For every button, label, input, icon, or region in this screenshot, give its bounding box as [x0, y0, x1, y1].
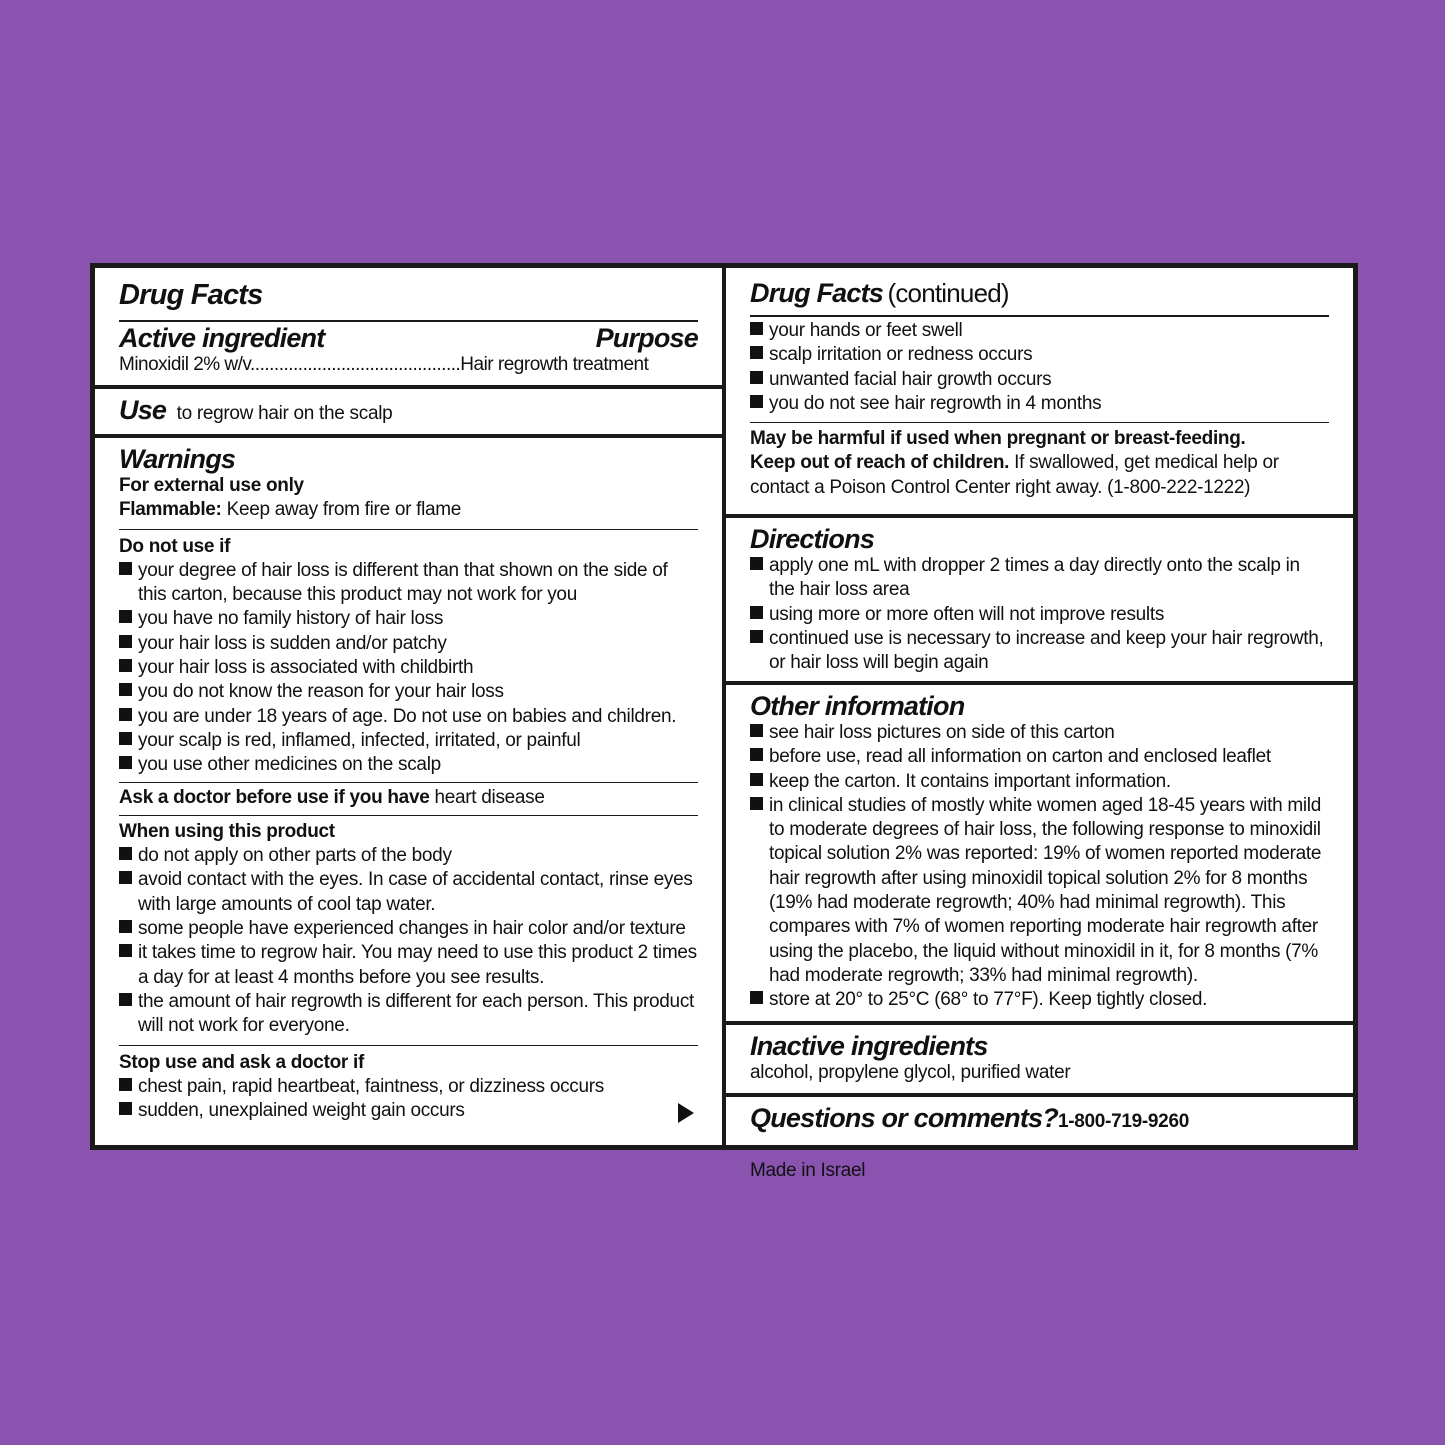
- list-item: see hair loss pictures on side of this carton: [750, 721, 1329, 745]
- made-in-text: Made in Israel: [750, 1160, 866, 1181]
- list-item: some people have experienced changes in hair color and/or texture: [119, 917, 698, 941]
- bullet-square-icon: [119, 635, 132, 648]
- list-item: scalp irritation or redness occurs: [750, 343, 1329, 367]
- directions-heading: Directions: [750, 524, 875, 554]
- continued-title-row: [750, 278, 1329, 309]
- keep-out-text: If swallowed, get medical help or contact a Poison Control Center right away. (1-800-222-1222): [750, 452, 1279, 498]
- bullet-square-icon: [119, 1078, 132, 1091]
- list-item: your degree of hair loss is different than that shown on the side of this carton, because this product may not work for you: [119, 559, 698, 608]
- flammable-text: Keep away from fire or flame: [226, 499, 462, 521]
- bullet-square-icon: [119, 920, 132, 933]
- bullet-square-icon: [750, 346, 763, 359]
- list-item: you use other medicines on the scalp: [119, 753, 698, 777]
- divider: [119, 782, 698, 783]
- list-item: using more or more often will not improve results: [750, 603, 1329, 627]
- list-item: keep the carton. It contains important information.: [750, 770, 1329, 794]
- bullet-square-icon: [119, 993, 132, 1006]
- list-item: continued use is necessary to increase and keep your hair regrowth, or hair loss will begin again: [750, 627, 1329, 676]
- when-using-list: [119, 844, 698, 1038]
- bullet-square-icon: [119, 683, 132, 696]
- list-item: your scalp is red, inflamed, infected, irritated, or painful: [119, 729, 698, 753]
- questions-heading: Questions or comments?: [750, 1103, 1058, 1133]
- active-ingredient-heading: Active ingredient: [119, 323, 325, 353]
- list-item: unwanted facial hair growth occurs: [750, 368, 1329, 392]
- bullet-square-icon: [750, 724, 763, 737]
- other-information-list: [750, 721, 1329, 1013]
- bullet-square-icon: [119, 756, 132, 769]
- drug-facts-continued-title: Drug Facts: [750, 278, 884, 308]
- bullet-square-icon: [119, 708, 132, 721]
- other-information-heading: Other information: [750, 691, 965, 721]
- list-item: avoid contact with the eyes. In case of accidental contact, rinse eyes with large amounts of cool tap water.: [119, 868, 698, 917]
- bullet-square-icon: [119, 610, 132, 623]
- warnings-panel: [95, 438, 722, 1145]
- bullet-square-icon: [119, 732, 132, 745]
- list-item: it takes time to regrow hair. You may need to use this product 2 times a day for at least 4 months before you see results.: [119, 941, 698, 990]
- continued-suffix: (continued): [887, 278, 1009, 308]
- bullet-square-icon: [119, 562, 132, 575]
- drug-facts-title: Drug Facts: [119, 279, 263, 311]
- bullet-square-icon: [750, 322, 763, 335]
- divider: [119, 1045, 698, 1046]
- bullet-square-icon: [119, 847, 132, 860]
- left-column: [95, 268, 722, 1145]
- stop-use-list: [119, 1075, 698, 1124]
- inactive-ingredients-text: alcohol, propylene glycol, purified water: [750, 1062, 1071, 1083]
- list-item: apply one mL with dropper 2 times a day directly onto the scalp in the hair loss area: [750, 554, 1329, 603]
- drug-facts-label: [90, 263, 1358, 1150]
- questions-row: [750, 1103, 1329, 1134]
- list-item: store at 20° to 25°C (68° to 77°F). Keep tightly closed.: [750, 988, 1329, 1012]
- bullet-square-icon: [750, 797, 763, 810]
- pregnant-warning: May be harmful if used when pregnant or breast-feeding.: [750, 428, 1246, 450]
- list-item: chest pain, rapid heartbeat, faintness, or dizziness occurs: [119, 1075, 698, 1099]
- continue-arrow-icon: [678, 1103, 694, 1123]
- use-heading: Use: [119, 395, 167, 425]
- bullet-square-icon: [119, 659, 132, 672]
- bullet-square-icon: [750, 371, 763, 384]
- list-item: you do not know the reason for your hair loss: [119, 680, 698, 704]
- divider: [119, 320, 698, 322]
- when-using-heading: When using this product: [119, 820, 335, 842]
- active-heading-row: [119, 323, 698, 353]
- ask-doctor-row: [119, 786, 698, 810]
- directions-panel: [726, 518, 1353, 681]
- continued-panel: [726, 268, 1353, 514]
- questions-phone: 1-800-719-9260: [1057, 1111, 1189, 1132]
- divider: [750, 422, 1329, 423]
- questions-panel: [726, 1097, 1353, 1145]
- list-item: you are under 18 years of age. Do not use on babies and children.: [119, 705, 698, 729]
- flammable-row: [119, 498, 698, 522]
- right-column: [726, 268, 1353, 1145]
- list-item: in clinical studies of mostly white women aged 18-45 years with mild to moderate degrees of hair loss, the following response to minoxidil topical solution 2% was reported: 19% of women reported moderate hair regrowth after using minoxidil topical solution 2% for 8 months (19% had moderate regrowth; 40% had minimal regrowth). This compares with 7% of women reporting moderate hair regrowth after using the placebo, the liquid without minoxidil in it, for 8 months (7% had moderate regrowth; 33% had minimal regrowth).: [750, 794, 1329, 988]
- use-row: [119, 395, 698, 426]
- bullet-square-icon: [750, 395, 763, 408]
- bullet-square-icon: [750, 773, 763, 786]
- inactive-ingredients-heading: Inactive ingredients: [750, 1031, 988, 1061]
- directions-list: [750, 554, 1329, 675]
- list-item: your hands or feet swell: [750, 319, 1329, 343]
- keep-out-row: [750, 451, 1329, 500]
- bullet-square-icon: [119, 871, 132, 884]
- continued-list: [750, 319, 1329, 416]
- list-item: you do not see hair regrowth in 4 months: [750, 392, 1329, 416]
- stop-use-heading: Stop use and ask a doctor if: [119, 1051, 364, 1073]
- list-item: before use, read all information on carton and enclosed leaflet: [750, 745, 1329, 769]
- bullet-square-icon: [750, 748, 763, 761]
- bullet-square-icon: [119, 944, 132, 957]
- list-item: the amount of hair regrowth is different for each person. This product will not work for everyone.: [119, 990, 698, 1039]
- divider: [119, 529, 698, 530]
- external-use-text: For external use only: [119, 475, 304, 496]
- list-item: your hair loss is sudden and/or patchy: [119, 632, 698, 656]
- use-text: to regrow hair on the scalp: [176, 403, 393, 424]
- bullet-square-icon: [750, 606, 763, 619]
- use-panel: [95, 389, 722, 434]
- divider: [750, 315, 1329, 317]
- purpose-heading: Purpose: [595, 323, 698, 353]
- do-not-use-list: [119, 559, 698, 778]
- do-not-use-heading: Do not use if: [119, 535, 231, 557]
- list-item: your hair loss is associated with childbirth: [119, 656, 698, 680]
- divider: [119, 815, 698, 816]
- bullet-square-icon: [750, 630, 763, 643]
- list-item: sudden, unexplained weight gain occurs: [119, 1099, 698, 1123]
- bullet-square-icon: [119, 1102, 132, 1115]
- inactive-ingredients-panel: [726, 1025, 1353, 1093]
- flammable-label: Flammable:: [119, 499, 222, 521]
- bullet-square-icon: [750, 991, 763, 1004]
- active-ingredient-panel: [95, 268, 722, 385]
- warnings-heading: Warnings: [119, 444, 236, 474]
- ask-doctor-text: heart disease: [434, 786, 545, 808]
- list-item: do not apply on other parts of the body: [119, 844, 698, 868]
- ask-doctor-label: Ask a doctor before use if you have: [119, 786, 430, 808]
- bullet-square-icon: [750, 557, 763, 570]
- other-information-panel: [726, 685, 1353, 1021]
- active-ingredient-line: Minoxidil 2% w/v............................................Hair regrowth treatment: [119, 354, 649, 375]
- list-item: you have no family history of hair loss: [119, 607, 698, 631]
- keep-out-label: Keep out of reach of children.: [750, 452, 1010, 474]
